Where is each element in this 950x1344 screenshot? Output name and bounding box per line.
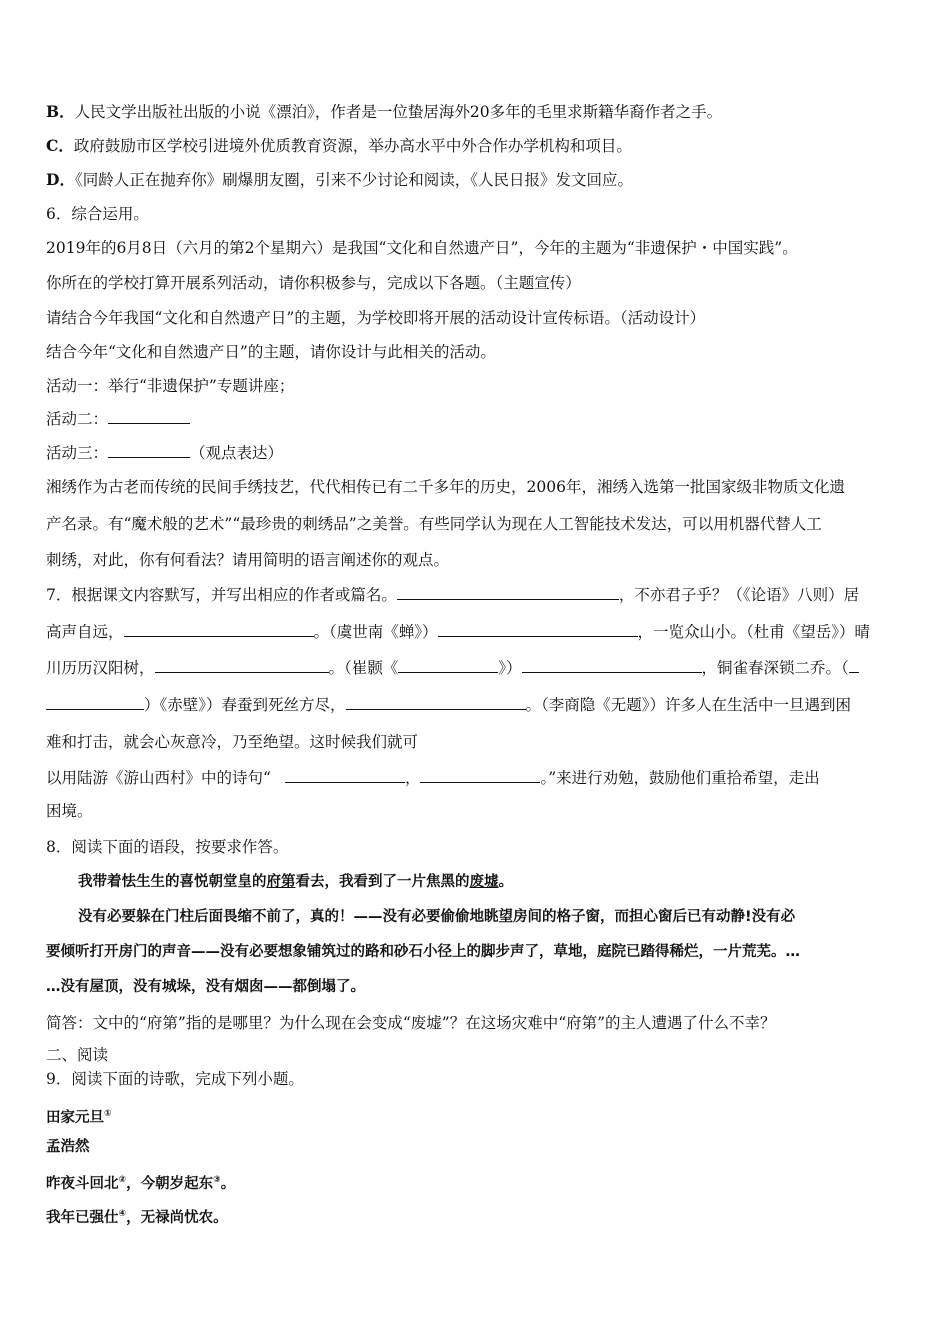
- underlined-term: 府第: [266, 874, 296, 890]
- q6-activity-1: 活动一：举行“非遗保护”专题讲座；: [46, 377, 295, 395]
- answer-blank[interactable]: [397, 584, 619, 600]
- activity-suffix: （观点表达）: [190, 444, 284, 462]
- q6-view-line-1: 湘绣作为古老而传统的民间手绣技艺，代代相传已有二千多年的历史，2006年，湘绣入选第一批国家级非物质文化遗: [46, 478, 845, 496]
- q6-task-2: 结合今年“文化和自然遗产日”的主题，请你设计与此相关的活动。: [46, 343, 496, 361]
- q6-task-1: 请结合今年我国“文化和自然遗产日”的主题，为学校即将开展的活动设计宣传标语。（活动设计）: [46, 309, 706, 327]
- answer-blank[interactable]: [438, 621, 638, 637]
- q7-line-7: 困境。: [46, 802, 93, 820]
- option-label: C．: [46, 136, 74, 155]
- option-text: 《同龄人正在抛弃你》刷爆朋友圈，引来不少讨论和阅读，《人民日报》发文回应。: [74, 171, 633, 189]
- text: 》）: [498, 659, 522, 677]
- option-text: 政府鼓励市区学校引进境外优质教育资源，举办高水平中外合作办学机构和项目。: [73, 137, 632, 155]
- footnote-mark: ②: [118, 1175, 127, 1185]
- q6-activity-2: [46, 408, 906, 430]
- text: 。”来进行劝勉，鼓励他们重拾希望，走出: [540, 769, 820, 787]
- q8-passage-line-1: [78, 871, 906, 893]
- text: ，不亦君子乎？（《论语》八则）居: [618, 586, 860, 604]
- section-title: 二、阅读: [46, 1046, 109, 1064]
- answer-blank[interactable]: [849, 657, 859, 673]
- text: 。: [220, 1175, 236, 1192]
- text: 。（虞世南《蝉》）: [313, 623, 438, 641]
- text: 我带着怯生生的喜悦朝堂皇的: [78, 874, 267, 890]
- q8-passage-line-2: 没有必要躲在门柱后面畏缩不前了，真的！——没有必要偷偷地眺望房间的格子窗，而担心窗后已有动静!没有必: [78, 909, 796, 925]
- text: 看去，我看到了一片焦黑的: [295, 874, 470, 890]
- text: 以用陆游《游山西村》中的诗句“: [46, 769, 271, 787]
- text: 川历历汉阳树，: [46, 659, 155, 677]
- q7-line-6: [46, 767, 906, 789]
- text: 。（崔颢《: [328, 659, 399, 677]
- footnote-mark: ④: [118, 1209, 127, 1219]
- q6-view-line-2: 产名录。有“魔术般的艺术”“最珍贵的刺绣品”之美誉。有些同学认为现在人工智能技术发达，可以用机器代替人工: [46, 515, 822, 533]
- activity-label: 活动三：: [46, 444, 109, 462]
- text: 田家元旦: [46, 1109, 104, 1126]
- footnote-mark: ③: [213, 1175, 221, 1185]
- underlined-term: 废墟: [469, 874, 499, 890]
- answer-blank[interactable]: [285, 767, 405, 783]
- q6-intro-1: 2019年的6月8日（六月的第2个星期六）是我国“文化和自然遗产日”，今年的主题为“非遗保护・中国实践”。: [46, 239, 798, 257]
- activity-label: 活动二：: [46, 410, 109, 428]
- text: 我年已强仕: [46, 1209, 119, 1226]
- poem-title: [46, 1103, 906, 1129]
- q8-passage-line-4: …没有屋顶，没有城垛，没有烟囱——都倒塌了。: [46, 979, 365, 995]
- text: 高声自远，: [46, 623, 124, 641]
- text: ，: [404, 769, 421, 787]
- text: ，一览众山小。（杜甫《望岳》）晴: [637, 623, 871, 641]
- text: 。: [498, 874, 513, 890]
- q5-option-c: [46, 135, 906, 157]
- q9-title: 9．阅读下面的诗歌，完成下列小题。: [46, 1070, 304, 1088]
- q5-option-b: [46, 101, 906, 123]
- q7-line-1: [46, 584, 906, 606]
- answer-blank[interactable]: [108, 408, 190, 424]
- poem-author: 孟浩然: [46, 1139, 90, 1155]
- answer-blank[interactable]: [346, 694, 526, 710]
- answer-blank[interactable]: [46, 694, 144, 710]
- text: 。（李商隐《无题》）许多人在生活中一旦遇到困: [525, 696, 852, 714]
- footnote-mark: ①: [104, 1109, 112, 1119]
- q7-line-3: [46, 657, 906, 679]
- q6-view-line-3: 刺绣，对此，你有何看法？请用简明的语言阐述你的观点。: [46, 551, 450, 569]
- poem-line-1: [46, 1169, 906, 1195]
- text: 7．根据课文内容默写，并写出相应的作者或篇名。: [46, 586, 397, 604]
- q6-intro-2: 你所在的学校打算开展系列活动，请你积极参与，完成以下各题。（主题宣传）: [46, 274, 581, 292]
- option-text: 人民文学出版社出版的小说《漂泊》，作者是一位蛰居海外20多年的毛里求斯籍华裔作者之手。: [74, 103, 723, 121]
- q8-passage-line-3: 要倾听打开房门的声音——没有必要想象铺筑过的路和砂石小径上的脚步声了，草地，庭院已踏得稀烂，一片荒芜。…: [46, 944, 800, 960]
- q7-line-5: 难和打击，就会心灰意冷，乃至绝望。这时候我们就可: [46, 733, 419, 751]
- answer-blank[interactable]: [398, 657, 498, 673]
- q7-line-2: [46, 621, 906, 643]
- poem-line-2: [46, 1203, 906, 1229]
- text: ，铜雀春深锁二乔。（: [701, 659, 849, 677]
- option-label: B．: [46, 102, 75, 121]
- text: ）《赤壁》）春蚕到死丝方尽，: [144, 696, 346, 714]
- q7-line-4: [46, 694, 906, 716]
- option-label: D．: [46, 170, 75, 189]
- answer-blank[interactable]: [420, 767, 540, 783]
- answer-blank[interactable]: [155, 657, 329, 673]
- q8-question: 简答：文中的“府第”指的是哪里？为什么现在会变成“废墟”？在这场灾难中“府第”的主人遭遇了什么不幸？: [46, 1014, 776, 1032]
- q6-activity-3: [46, 442, 906, 464]
- answer-blank[interactable]: [124, 621, 314, 637]
- answer-blank[interactable]: [522, 657, 702, 673]
- answer-blank[interactable]: [108, 442, 190, 458]
- q6-title: 6．综合运用。: [46, 205, 149, 223]
- q8-title: 8．阅读下面的语段，按要求作答。: [46, 838, 289, 856]
- text: ，今朝岁起东: [126, 1175, 214, 1192]
- text: 昨夜斗回北: [46, 1175, 119, 1192]
- text: ，无禄尚忧农。: [126, 1209, 228, 1226]
- q5-option-d: [46, 169, 906, 191]
